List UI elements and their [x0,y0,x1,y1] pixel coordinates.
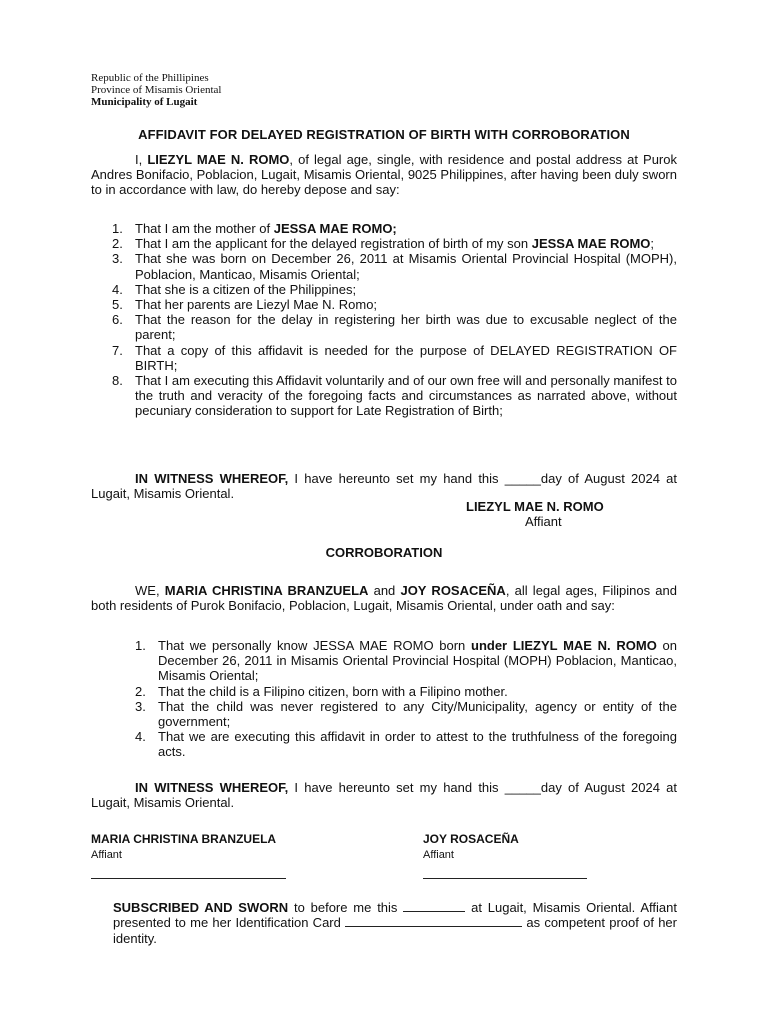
corroboration-statements [135,638,677,760]
statement-item: 1. That I am the mother of JESSA MAE ROMO; [112,221,397,236]
witness-clause: IN WITNESS WHEREOF, I have hereunto set my hand this _____day of August 2024 at Lugait, Misamis Oriental. [91,471,677,502]
affiant-1-name: MARIA CHRISTINA BRANZUELA [91,832,277,846]
intro-text: , of legal age, single, with residence and postal address at Purok Andres Bonifacio, Poblacion, Lugait, Misamis Oriental, 9025 Philippines, after having been duly sworn to in accordance with law, do hereby depose and say: [91,152,677,198]
statement-item: 3. That she was born on December 26, 2011 at Misamis Oriental Provincial Hospital (MOPH), Poblacion, Manticao, Misamis Oriental; [112,251,677,282]
id-card-blank [345,915,522,927]
statement-item: 5. That her parents are Liezyl Mae N. Romo; [112,297,378,313]
affidavit-statements [112,221,677,419]
intro-paragraph [91,152,677,198]
corroboration-item: 1. That we personally know JESSA MAE ROMO born under LIEZYL MAE N. ROMO on December 26, 2011 in Misamis Oriental Provincial Hospital (MOPH) Poblacion, Manticao, Misamis Oriental; [135,638,677,684]
corroboration-paragraph: WE, MARIA CHRISTINA BRANZUELA and JOY ROSACEÑA, all legal ages, Filipinos and both residents of Purok Bonifacio, Poblacion, Lugait, Misamis Oriental, under oath and say: [91,583,677,614]
statement-item: 7. That a copy of this affidavit is needed for the purpose of DELAYED REGISTRATION OF BIRTH; [112,342,677,373]
statement-item: 6. That the reason for the delay in registering her birth was due to excusable neglect of the parent; [112,312,677,343]
letterhead-municipality: Municipality of Lugait [91,96,198,108]
intro-pre: I, [135,152,148,167]
letterhead-province: Province of Misamis Oriental [91,84,222,96]
affiant-2-name: JOY ROSACEÑA [423,832,519,846]
affiant-1-role: Affiant [91,849,122,861]
letterhead-country: Republic of the Phillipines [91,72,209,84]
witness-name-2: JOY ROSACEÑA [400,583,506,598]
jurat-paragraph: SUBSCRIBED AND SWORN to before me this at Lugait, Misamis Oriental. Affiant presented to me her Identification Card as competent proof of her identity. [113,900,677,946]
corroboration-item: 2. That the child is a Filipino citizen, born with a Filipino mother. [135,683,508,699]
witness-clause-2: IN WITNESS WHEREOF, I have hereunto set my hand this _____day of August 2024 at Lugait, Misamis Oriental. [91,780,677,811]
witness-name-1: MARIA CHRISTINA BRANZUELA [164,583,369,598]
affiant-name: LIEZYL MAE N. ROMO [147,152,290,167]
corroboration-item: 3. That the child was never registered to any City/Municipality, agency or entity of the government; [135,698,677,730]
affiant-2-role: Affiant [423,849,454,861]
signatory-name: LIEZYL MAE N. ROMO [466,499,604,514]
corroboration-heading: CORROBORATION [325,545,443,560]
affiant-2-signature-line [423,878,587,879]
statement-item: 4. That she is a citizen of the Philippines; [112,281,357,297]
signatory-role: Affiant [525,514,562,529]
statement-item: 8. That I am executing this Affidavit voluntarily and of our own free will and personally manifest to the truth and veracity of the foregoing facts and circumstances as narrated above, without pecuniary consideration to support for Late Registration of Birth; [112,373,677,419]
corroboration-item: 4. That we are executing this affidavit in order to attest to the truthfulness of the foregoing acts. [135,729,677,760]
document-title: AFFIDAVIT FOR DELAYED REGISTRATION OF BIRTH WITH CORROBORATION [138,127,630,142]
affiant-1-signature-line [91,878,286,879]
date-blank [403,900,465,912]
statement-item: 2. That I am the applicant for the delayed registration of birth of my son JESSA MAE ROMO; [112,236,655,252]
letterhead [91,72,221,108]
